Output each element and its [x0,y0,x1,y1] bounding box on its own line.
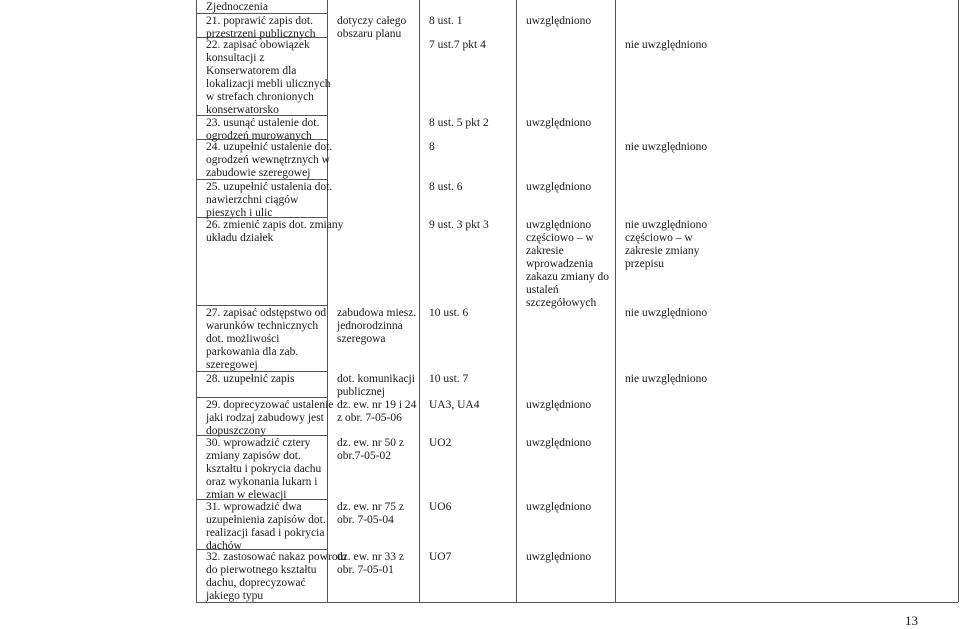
cell-decision-accepted: uwzględniono [526,501,592,513]
grid-hline [196,305,327,306]
cell-action: 28. uzupełnić zapis [206,373,295,385]
cell-scope: dz. ew. nr 50 z obr.7-05-02 [337,437,404,462]
cell-scope: dz. ew. nr 19 i 24 z obr. 7-05-06 [337,399,417,424]
cell-decision-rejected: nie uwzględniono [625,373,708,385]
cell-action: 27. zapisać odstępstwo od warunków technicznych dot. możliwości parkowania dla zab. szeregowej [206,307,327,371]
cell-decision-accepted: uwzględniono [526,399,592,411]
cell-regulation: 7 ust.7 pkt 4 [429,39,486,51]
cell-scope: dz. ew. nr 75 z obr. 7-05-04 [337,501,404,526]
cell-regulation: UO7 [429,551,452,563]
grid-vline [196,0,197,602]
cell-scope: zabudowa miesz. jednorodzinna szeregowa [337,307,417,345]
cell-decision-rejected: nie uwzględniono częściowo – w zakresie zmiany przepisu [625,219,708,270]
cell-action: 29. doprecyzować ustalenie jaki rodzaj zabudowy jest dopuszczony [206,399,334,437]
cell-action: 24. uzupełnić ustalenie dot. ogrodzeń wewnętrznych w zabudowie szeregowej [206,141,333,179]
cell-action: 26. zmienić zapis dot. zmiany układu działek [206,219,344,244]
cell-action: 22. zapisać obowiązek konsultacji z Konserwatorem dla lokalizacji mebli ulicznych w strefach chronionych konserwatorsko [206,39,331,116]
cell-regulation: 10 ust. 6 [429,307,469,319]
grid-vline [419,0,420,602]
cell-regulation: UO2 [429,437,452,449]
cell-action: 30. wprowadzić cztery zmiany zapisów dot. kształtu i pokrycia dachu oraz wykonania lukarn i zmian w elewacji [206,437,322,501]
cell-decision-accepted: uwzględniono częściowo – w zakresie wprowadzenia zakazu zmiany do ustaleń szczegółowych [526,219,610,309]
cell-regulation: UA3, UA4 [429,399,480,411]
top-label: Zjednoczenia [206,1,268,13]
cell-action: 23. usunąć ustalenie dot. ogrodzeń murowanych [206,117,320,142]
cell-decision-rejected: nie uwzględniono [625,307,708,319]
grid-vline [516,0,517,602]
page-number: 13 [905,613,918,628]
cell-scope: dot. komunikacji publicznej [337,373,415,398]
cell-regulation: 8 [429,141,435,153]
cell-action: 25. uzupełnić ustalenia dot. nawierzchni ciągów pieszych i ulic [206,181,333,219]
cell-decision-accepted: uwzględniono [526,181,592,193]
grid-hline [196,397,327,398]
grid-vline [958,0,959,602]
cell-action: 32. zastosować nakaz powrotu do pierwotnego kształtu dachu, doprecyzować jakiego typu [206,551,347,602]
cell-scope: dotyczy całego obszaru planu [337,15,407,40]
cell-action: 31. wprowadzić dwa uzupełnienia zapisów dot. realizacji fasad i pokrycia dachów [206,501,326,552]
cell-decision-rejected: nie uwzględniono [625,39,708,51]
cell-regulation: 9 ust. 3 pkt 3 [429,219,489,231]
cell-regulation: 8 ust. 6 [429,181,463,193]
cell-action: 21. poprawić zapis dot. przestrzeni publicznych [206,15,316,40]
grid-vline [615,0,616,602]
cell-scope: dz. ew. nr 33 z obr. 7-05-01 [337,551,404,576]
cell-decision-accepted: uwzględniono [526,551,592,563]
cell-decision-accepted: uwzględniono [526,15,592,27]
cell-decision-rejected: nie uwzględniono [625,141,708,153]
cell-regulation: 10 ust. 7 [429,373,469,385]
cell-regulation: 8 ust. 5 pkt 2 [429,117,489,129]
cell-decision-accepted: uwzględniono [526,437,592,449]
cell-decision-accepted: uwzględniono [526,117,592,129]
cell-regulation: UO6 [429,501,452,513]
cell-regulation: 8 ust. 1 [429,15,463,27]
